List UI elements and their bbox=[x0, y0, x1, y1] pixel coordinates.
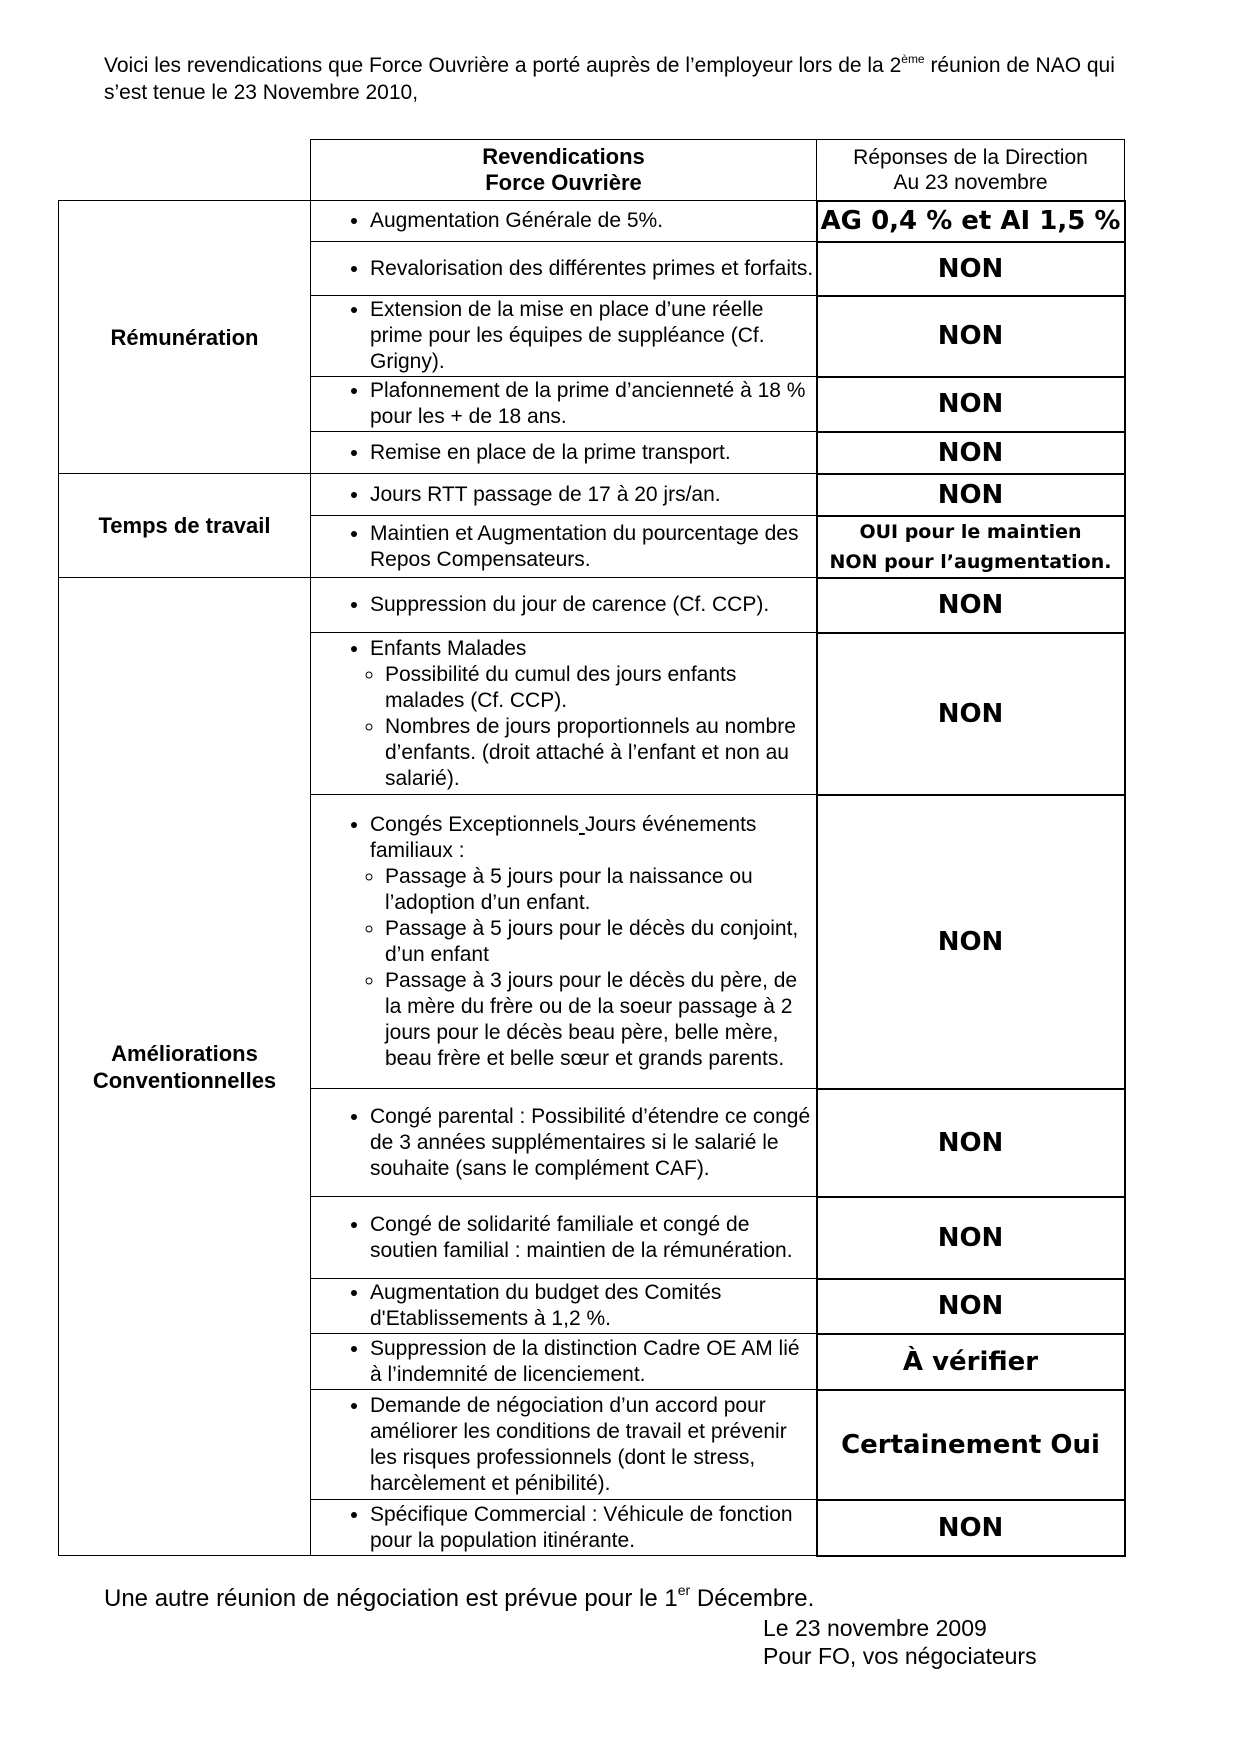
claim-item bbox=[370, 636, 816, 792]
table-row bbox=[59, 474, 1125, 516]
claim-cell bbox=[311, 1500, 817, 1556]
claims-table bbox=[58, 139, 1126, 1557]
response-cell: NON bbox=[817, 1279, 1125, 1334]
claim-subitem: ◦ Passage à 3 jours pour le décès du père, de la mère du frère ou de la soeur passage à 2 jours pour le décès beau père, belle mère, beau frère et belle sœur et grands parents. bbox=[385, 968, 816, 1072]
intro-superscript: ème bbox=[901, 52, 925, 66]
claim-cell bbox=[311, 1279, 817, 1334]
response-cell: NON bbox=[817, 633, 1125, 795]
response-cell: NON bbox=[817, 432, 1125, 474]
next-meeting-text: Une autre réunion de négociation est prévue pour le 1 bbox=[104, 1585, 678, 1612]
category-improvements bbox=[59, 578, 311, 1556]
claim-subitem: ◦ Passage à 5 jours pour le décès du conjoint, d’un enfant bbox=[385, 916, 816, 968]
header-claims-line1: Revendications bbox=[482, 144, 645, 169]
claim-subitem: ◦ Possibilité du cumul des jours enfants malades (Cf. CCP). bbox=[385, 662, 816, 714]
claim-item: • Jours RTT passage de 17 à 20 jrs/an. bbox=[370, 482, 816, 508]
response-cell: NON bbox=[817, 242, 1125, 296]
response-cell: NON bbox=[817, 1089, 1125, 1197]
category-improvements-line2: Conventionnelles bbox=[92, 1067, 277, 1093]
claim-subitem: ◦ Passage à 5 jours pour la naissance ou l’adoption d’un enfant. bbox=[385, 864, 816, 916]
claim-cell bbox=[311, 1334, 817, 1390]
table-row bbox=[59, 578, 1125, 633]
claim-item: • Extension de la mise en place d’une réelle prime pour les équipes de suppléance (Cf. Grigny). bbox=[370, 297, 816, 375]
claim-cell bbox=[311, 1390, 817, 1500]
claim-cell bbox=[311, 432, 817, 474]
claim-cell bbox=[311, 201, 817, 242]
table-row bbox=[59, 201, 1125, 242]
intro-paragraph bbox=[104, 52, 1144, 106]
next-meeting-text-end: Décembre. bbox=[690, 1585, 815, 1612]
claim-subitem: ◦ Nombres de jours proportionnels au nombre d’enfants. (droit attaché à l’enfant et non au salarié). bbox=[385, 714, 816, 792]
response-cell: Certainement Oui bbox=[817, 1390, 1125, 1500]
claim-item: • Plafonnement de la prime d’ancienneté à 18 % pour les + de 18 ans. bbox=[370, 378, 816, 430]
claim-cell bbox=[311, 578, 817, 633]
claim-cell bbox=[311, 795, 817, 1089]
next-meeting-note bbox=[104, 1584, 814, 1614]
response-cell: À vérifier bbox=[817, 1334, 1125, 1390]
header-claims-line2: Force Ouvrière bbox=[485, 170, 642, 195]
claim-item: • Suppression du jour de carence (Cf. CCP). bbox=[370, 592, 816, 618]
intro-text-end: réunion de NAO qui s’est tenue le 23 Novembre 2010, bbox=[104, 54, 1115, 104]
claim-cell bbox=[311, 377, 817, 432]
category-working-time: Temps de travail bbox=[59, 474, 311, 578]
claim-item: • Revalorisation des différentes primes et forfaits. bbox=[370, 256, 816, 282]
claim-item: • Congé parental : Possibilité d’étendre ce congé de 3 années supplémentaires si le salarié le souhaite (sans le complément CAF). bbox=[370, 1104, 816, 1182]
signature-author: Pour FO, vos négociateurs bbox=[763, 1643, 1037, 1669]
claim-item-title: Congés Exceptionnels bbox=[370, 812, 579, 836]
claim-item: • Spécifique Commercial : Véhicule de fonction pour la population itinérante. bbox=[370, 1502, 816, 1554]
header-empty-cell bbox=[59, 140, 311, 201]
category-remuneration: Rémunération bbox=[59, 201, 311, 474]
claim-item-title: Enfants Malades bbox=[370, 636, 527, 660]
claim-cell bbox=[311, 242, 817, 296]
next-meeting-superscript: er bbox=[677, 1582, 691, 1598]
response-cell: AG 0,4 % et AI 1,5 % bbox=[817, 201, 1125, 242]
header-row bbox=[59, 140, 1125, 201]
header-responses-line1: Réponses de la Direction bbox=[853, 145, 1088, 169]
claim-item bbox=[370, 812, 816, 1072]
response-cell: NON bbox=[817, 377, 1125, 432]
claim-item: • Congé de solidarité familiale et congé de soutien familial : maintien de la rémunération. bbox=[370, 1212, 816, 1264]
header-responses bbox=[817, 140, 1125, 201]
response-cell: NON bbox=[817, 1500, 1125, 1556]
claim-cell bbox=[311, 516, 817, 578]
claim-item: • Demande de négociation d’un accord pour améliorer les conditions de travail et prévenir les risques professionnels (dont le stress, harcèlement et pénibilité). bbox=[370, 1393, 816, 1497]
claim-cell bbox=[311, 296, 817, 377]
claim-cell bbox=[311, 1089, 817, 1197]
response-cell: NON bbox=[817, 578, 1125, 633]
claim-item: • Remise en place de la prime transport. bbox=[370, 440, 816, 466]
response-cell: NON bbox=[817, 1197, 1125, 1279]
claim-cell bbox=[311, 1197, 817, 1279]
signature-date: Le 23 novembre 2009 bbox=[763, 1615, 987, 1641]
claim-item: • Suppression de la distinction Cadre OE AM lié à l’indemnité de licenciement. bbox=[370, 1336, 816, 1388]
claim-cell bbox=[311, 474, 817, 516]
claim-cell bbox=[311, 633, 817, 795]
claim-item: • Augmentation Générale de 5%. bbox=[370, 208, 816, 234]
response-line2: NON pour l’augmentation. bbox=[829, 550, 1112, 573]
header-responses-line2: Au 23 novembre bbox=[893, 170, 1048, 194]
category-improvements-line1: Améliorations bbox=[111, 1040, 258, 1066]
claim-item: • Augmentation du budget des Comités d'Etablissements à 1,2 %. bbox=[370, 1280, 816, 1332]
response-line1: OUI pour le maintien bbox=[859, 520, 1082, 543]
claim-item-title-end: Jours événements familiaux : bbox=[370, 812, 757, 862]
response-cell: NON bbox=[817, 296, 1125, 377]
response-cell bbox=[817, 516, 1125, 578]
intro-text: Voici les revendications que Force Ouvrière a porté auprès de l’employeur lors de la 2 bbox=[104, 54, 902, 77]
response-cell: NON bbox=[817, 474, 1125, 516]
claim-item: • Maintien et Augmentation du pourcentage des Repos Compensateurs. bbox=[370, 521, 816, 573]
header-claims bbox=[311, 140, 817, 201]
response-cell: NON bbox=[817, 795, 1125, 1089]
